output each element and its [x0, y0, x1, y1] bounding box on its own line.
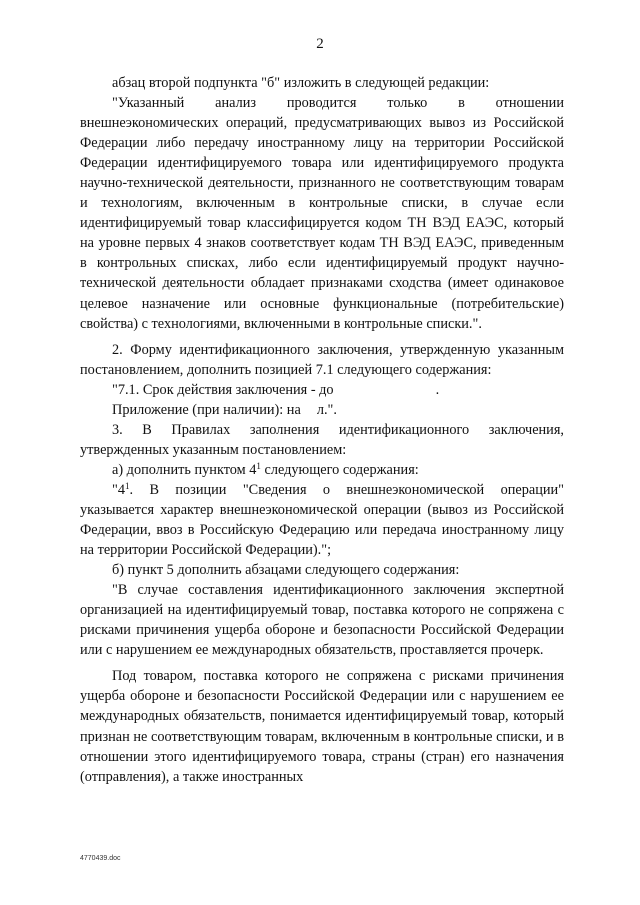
superscript-1: 1	[125, 480, 130, 491]
footer-filename: 4770439.doc	[80, 855, 121, 862]
paragraph-item-2: 2. Форму идентификационного заключения, утвержденную указанным постановлением, дополнить позицией 7.1 следующего содержания:	[80, 341, 564, 378]
document-body	[80, 73, 564, 787]
paragraph-subitem-b: б) пункт 5 дополнить абзацами следующего содержания:	[112, 562, 460, 579]
paragraph-appendix	[80, 400, 564, 420]
paragraph-amendment-intro: абзац второй подпункта "б" изложить в следующей редакции:	[112, 75, 490, 91]
paragraph-point-4-1	[80, 480, 564, 560]
subitem-a-text: а) дополнить пунктом 4	[112, 461, 257, 478]
paragraph-expert-organization: "В случае составления идентификационного заключения экспертной организацией на идентифицируемый товар, поставка которого не сопряжена с рисками причинения ущерба обороне и безопасности Российской Федерации или с нарушением ее международных обязательств, проставляется прочерк.	[80, 582, 564, 659]
appendix-end: л.".	[316, 401, 337, 418]
superscript-1: 1	[256, 460, 261, 471]
paragraph-subitem-a	[80, 460, 564, 480]
paragraph-position-7-1	[80, 380, 564, 400]
point-4-1-start: "4	[112, 481, 125, 498]
position-7-1-text: "7.1. Срок действия заключения - до	[112, 381, 334, 398]
paragraph-goods-definition: Под товаром, поставка которого не сопряжена с рисками причинения ущерба обороне и безопасности Российской Федерации или с нарушением ее международных обязательств, понимается идентифицируемый товар, который признан не соответствующим товарам, включенным в контрольные списки, и в отношении этого идентифицируемого товара, страны (стран) его назначения (отправления), а также иностранных	[80, 668, 564, 785]
paragraph-analysis-text: "Указанный анализ проводится только в отношении внешнеэкономических операций, предусматривающих вывоз из Российской Федерации либо передачу иностранному лицу на территории Российской Федерации идентифицируемого товара или идентифицируемого продукта научно-технической деятельности, признанного не соответствующим товарам и технологиям, включенным в контрольные списки, в случае если идентифицируемый товар классифицируется кодом ТН ВЭД ЕАЭС, который на уровне первых 4 знаков соответствует кодам ТН ВЭД ЕАЭС, приведенным в контрольных списках, либо если идентифицируемый продукт научно-технической деятельности обладает признаками сходства (имеет одинаковое целевое назначение или основные функциональные (потребительские) свойства) с технологиями, включенными в контрольные списки.".	[80, 95, 564, 332]
point-4-1-text: . В позиции "Сведения о внешнеэкономической операции" указывается характер внешнеэкономической операции (вывоз из Российской Федерации, ввоз в Российскую Федерацию или передача иностранному лицу на территории Российской Федерации).";	[80, 481, 564, 559]
appendix-text: Приложение (при наличии): на	[112, 401, 301, 418]
page-number: 2	[316, 36, 324, 52]
paragraph-item-3: 3. В Правилах заполнения идентификационного заключения, утвержденных указанным постановлением:	[80, 421, 564, 458]
subitem-a-end: следующего содержания:	[260, 461, 419, 478]
position-7-1-end: .	[435, 381, 440, 398]
